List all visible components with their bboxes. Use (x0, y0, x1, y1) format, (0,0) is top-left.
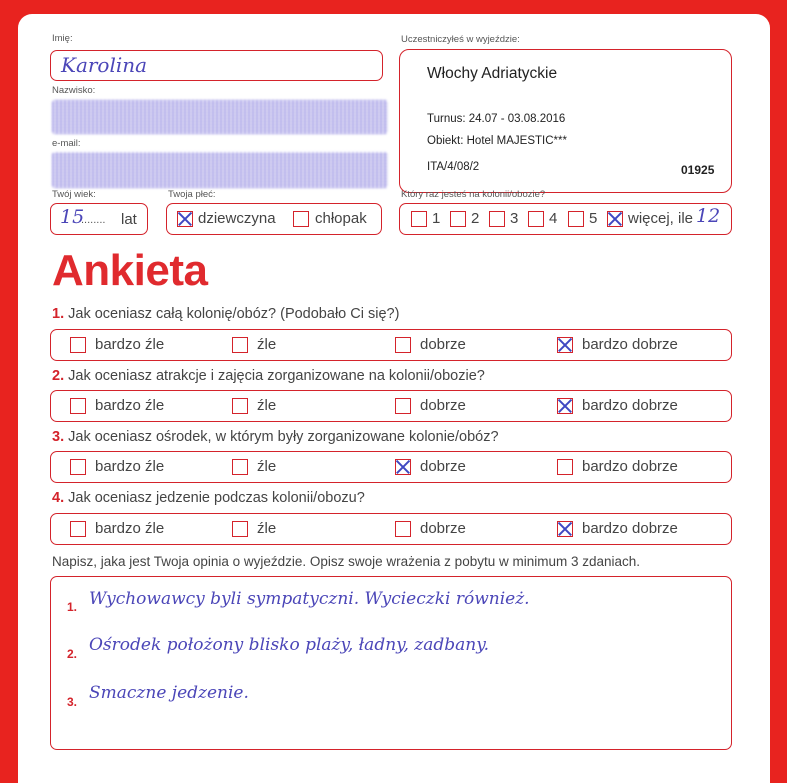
age-value: 15 (60, 206, 85, 228)
question-2-number: 2. (52, 368, 65, 384)
q3-bardzo-dobrze-label: bardzo dobrze (582, 458, 678, 475)
age-unit: lat (121, 211, 137, 228)
opinion-line-2-number: 2. (67, 647, 78, 661)
trip-label: Uczestniczyłeś w wyjeździe: (401, 34, 520, 45)
age-field[interactable] (50, 203, 148, 235)
survey-sheet (18, 14, 770, 783)
opinion-prompt: Napisz, jaka jest Twoja opinia o wyjeździe. Opisz swoje wrażenia z pobytu w minimum 3 zdaniach. (52, 554, 641, 569)
q1-bardzo-dobrze-checkbox[interactable] (557, 337, 573, 353)
q4-bardzo-zle-label: bardzo źle (95, 520, 165, 537)
trip-turnus: Turnus: 24.07 - 03.08.2016 (427, 113, 566, 125)
q2-zle-label: źle (257, 397, 277, 414)
question-4-text (52, 490, 365, 506)
q1-bardzo-zle-checkbox[interactable] (70, 337, 86, 353)
q1-dobrze-checkbox[interactable] (395, 337, 411, 353)
opinion-line-3-number: 3. (67, 695, 78, 709)
gender-boy-label: chłopak (315, 210, 367, 227)
question-3-label: Jak oceniasz ośrodek, w którym były zorganizowane kolonie/obóz? (68, 429, 499, 445)
q4-bardzo-dobrze-checkbox[interactable] (557, 521, 573, 537)
q1-zle-checkbox[interactable] (232, 337, 248, 353)
q3-bardzo-zle-checkbox[interactable] (70, 459, 86, 475)
q2-bardzo-zle-label: bardzo źle (95, 397, 165, 414)
question-3-answers (50, 451, 732, 483)
opinion-line-2: Ośrodek położony blisko plaży, ładny, zadbany. (89, 635, 489, 655)
times-more-value: 12 (696, 205, 721, 227)
question-1-text (52, 306, 399, 322)
q4-zle-checkbox[interactable] (232, 521, 248, 537)
times-more-label: więcej, ile (628, 210, 694, 227)
times-2-label: 2 (471, 210, 480, 227)
email-redacted (52, 152, 388, 188)
q2-bardzo-dobrze-checkbox[interactable] (557, 398, 573, 414)
question-2-text (52, 368, 485, 384)
trip-obiekt: Obiekt: Hotel MAJESTIC*** (427, 135, 567, 147)
gender-boy-checkbox[interactable] (293, 211, 309, 227)
opinion-line-1: Wychowawcy byli sympatyczni. Wycieczki również. (89, 589, 530, 609)
q4-dobrze-checkbox[interactable] (395, 521, 411, 537)
age-dots: ........ (81, 214, 106, 226)
q3-bardzo-dobrze-checkbox[interactable] (557, 459, 573, 475)
age-label: Twój wiek: (52, 189, 96, 200)
q4-bardzo-zle-checkbox[interactable] (70, 521, 86, 537)
q3-zle-label: źle (257, 458, 277, 475)
q4-dobrze-label: dobrze (420, 520, 466, 537)
trip-code: ITA/4/08/2 (427, 161, 480, 173)
opinion-textarea[interactable] (50, 576, 732, 750)
times-4-label: 4 (549, 210, 558, 227)
times-field (399, 203, 732, 235)
q1-zle-label: źle (257, 336, 277, 353)
times-4-checkbox[interactable] (528, 211, 544, 227)
first-name-label: Imię: (52, 33, 73, 44)
gender-girl-checkbox[interactable] (177, 211, 193, 227)
times-more-checkbox[interactable] (607, 211, 623, 227)
times-5-checkbox[interactable] (568, 211, 584, 227)
q3-bardzo-zle-label: bardzo źle (95, 458, 165, 475)
opinion-line-3: Smaczne jedzenie. (89, 683, 249, 703)
opinion-line-1-number: 1. (67, 600, 78, 614)
email-label: e-mail: (52, 138, 81, 149)
times-1-label: 1 (432, 210, 441, 227)
question-4-label: Jak oceniasz jedzenie podczas kolonii/obozu? (68, 490, 365, 506)
q2-dobrze-label: dobrze (420, 397, 466, 414)
q3-dobrze-label: dobrze (420, 458, 466, 475)
question-2-answers (50, 390, 732, 422)
question-4-number: 4. (52, 490, 65, 506)
question-3-text (52, 429, 499, 445)
question-3-number: 3. (52, 429, 65, 445)
q2-dobrze-checkbox[interactable] (395, 398, 411, 414)
last-name-label: Nazwisko: (52, 85, 96, 96)
q2-zle-checkbox[interactable] (232, 398, 248, 414)
q4-zle-label: źle (257, 520, 277, 537)
times-2-checkbox[interactable] (450, 211, 466, 227)
times-5-label: 5 (589, 210, 598, 227)
q1-bardzo-zle-label: bardzo źle (95, 336, 165, 353)
q3-zle-checkbox[interactable] (232, 459, 248, 475)
times-1-checkbox[interactable] (411, 211, 427, 227)
first-name-field[interactable] (50, 50, 383, 81)
question-1-answers (50, 329, 732, 361)
question-1-number: 1. (52, 306, 65, 322)
question-4-answers (50, 513, 732, 545)
q1-bardzo-dobrze-label: bardzo dobrze (582, 336, 678, 353)
times-3-checkbox[interactable] (489, 211, 505, 227)
q4-bardzo-dobrze-label: bardzo dobrze (582, 520, 678, 537)
first-name-value: Karolina (61, 53, 148, 77)
trip-number: 01925 (681, 163, 715, 177)
trip-box (399, 49, 732, 193)
q3-dobrze-checkbox[interactable] (395, 459, 411, 475)
times-3-label: 3 (510, 210, 519, 227)
gender-field (166, 203, 382, 235)
times-label: Który raz jesteś na kolonii/obozie? (401, 189, 546, 200)
question-1-label: Jak oceniasz całą kolonię/obóz? (Podobało Ci się?) (68, 306, 400, 322)
gender-girl-label: dziewczyna (198, 210, 276, 227)
q2-bardzo-dobrze-label: bardzo dobrze (582, 397, 678, 414)
q1-dobrze-label: dobrze (420, 336, 466, 353)
last-name-redacted (52, 100, 388, 134)
question-2-label: Jak oceniasz atrakcje i zajęcia zorganizowane na kolonii/obozie? (68, 368, 485, 384)
gender-label: Twoja płeć: (168, 189, 216, 200)
page-title: Ankieta (52, 246, 208, 295)
q2-bardzo-zle-checkbox[interactable] (70, 398, 86, 414)
trip-name: Włochy Adriatyckie (427, 65, 558, 82)
